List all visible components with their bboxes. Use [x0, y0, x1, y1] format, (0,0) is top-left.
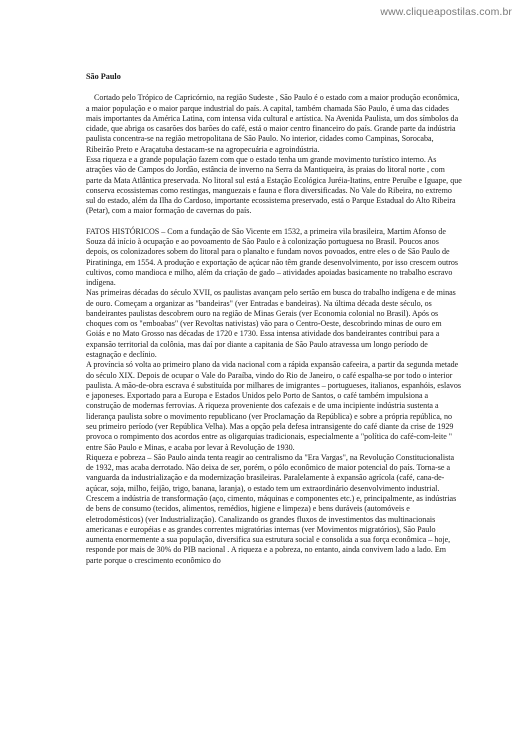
paragraph-tourism: Essa riqueza e a grande população fazem com que o estado tenha um grande movimento turístico interno. As atrações vão de Campos do Jordão, estância de inverno na Serra da Mantiqueira, às praias do litoral norte , com parte da Mata Atlântica preservada. No litoral sul está a Estação Ecológica Juréia-Itatins, entre Peruíbe e Iguape, que conserva ecossistemas como restingas, manguezais e fauna e flora diversificadas. No Vale do Ribeira, no extremo sul do estado, além da Ilha do Cardoso, importante ecossistema preservado, está o Parque Estadual do Alto Ribeira (Petar), com a maior formação de cavernas do país.	[86, 154, 462, 216]
site-watermark: www.cliqueapostilas.com.br	[380, 6, 512, 18]
paragraph-spacer	[86, 217, 462, 227]
document-title: São Paulo	[86, 72, 121, 81]
paragraph-wealth-poverty: Riqueza e pobreza – São Paulo ainda tenta reagir ao centralismo da "Era Vargas", na Revolução Constitucionalista de 1932, mas acaba derrotado. Não deixa de ser, porém, o pólo econômico de maior potencial do país. Torna-se a vanguarda da industrialização e da modernização brasileiras. Paralelamente à expansão agrícola (café, cana-de-açúcar, soja, milho, feijão, trigo, banana, laranja), o estado tem um extraordinário desenvolvimento industrial. Crescem a indústria de transformação (aço, cimento, máquinas e componentes etc.) e, principalmente, as indústrias de bens de consumo (tecidos, alimentos, remédios, higiene e limpeza) e bens duráveis (automóveis e eletrodomésticos) (ver Industrialização). Canalizando os grandes fluxos de investimentos das multinacionais americanas e européias e as grandes correntes migratórias internas (ver Movimentos migratórios), São Paulo aumenta enormemente a sua população, diversifica sua estrutura social e consolida a sua força econômica – hoje, responde por mais de 30% do PIB nacional . A riqueza e a pobreza, no entanto, ainda convivem lado a lado. Em parte porque o crescimento econômico do	[86, 452, 457, 565]
paragraph-history: FATOS HISTÓRICOS – Com a fundação de São Vicente em 1532, a primeira vila brasileira, Martim Afonso de Souza dá início à ocupação e ao povoamento de São Paulo e à colonização portuguesa no Brasil. Poucos anos depois, os colonizadores sobem do litoral para o planalto e fundam novos povoados, entre eles o de São Paulo de Piratininga, em 1554. A produção e exportação de açúcar não têm grande desenvolvimento, por isso crescem outros cultivos, como mandioca e milho, além da criação de gado – atividades apoiadas basicamente no trabalho escravo indígena.	[86, 226, 459, 288]
document-page	[86, 72, 462, 566]
paragraph-intro: Cortado pelo Trópico de Capricórnio, na região Sudeste , São Paulo é o estado com a maior produção econômica, a maior população e o maior parque industrial do país. A capital, também chamada São Paulo, é uma das cidades mais importantes da América Latina, com intensa vida cultural e artística. Na Avenida Paulista, um dos símbolos da cidade, que abriga os casarões dos barões do café, está o maior centro financeiro do país. Grande parte da indústria paulista concentra-se na região metropolitana de São Paulo. No interior, cidades como Campinas, Sorocaba, Ribeirão Preto e Araçatuba destacam-se na agropecuária e agroindústria.	[86, 93, 460, 154]
paragraph-bandeiras: Nas primeiras décadas do século XVII, os paulistas avançam pelo sertão em busca do trabalho indígena e de minas de ouro. Começam a organizar as "bandeiras" (ver Entradas e bandeiras). Na última década deste século, os bandeirantes paulistas descobrem ouro na região de Minas Gerais (ver Economia colonial no Brasil). Após os choques com os "emboabas" (ver Revoltas nativistas) vão para o Centro-Oeste, descobrindo minas de ouro em Goiás e no Mato Grosso nas décadas de 1720 e 1730. Essa intensa atividade dos bandeirantes contribui para a expansão territorial da colônia, mas daí por diante a capitania de São Paulo atravessa um longo período de estagnação e declínio.	[86, 288, 456, 360]
paragraph-coffee: A província só volta ao primeiro plano da vida nacional com a rápida expansão cafeeira, a partir da segunda metade do século XIX. Depois de ocupar o Vale do Paraíba, vindo do Rio de Janeiro, o café espalha-se por todo o interior paulista. A mão-de-obra escrava é substituída por milhares de imigrantes – portugueses, italianos, espanhóis, eslavos e japoneses. Exportado para a Europa e Estados Unidos pelo Porto de Santos, o café também impulsiona a construção de modernas ferrovias. A riqueza proveniente dos cafezais e de uma incipiente indústria sustenta a liderança paulista sobre o movimento republicano (ver Proclamação da República) e sobre a própria república, no seu primeiro período (ver República Velha). Mas a opção pela defesa intransigente do café diante da crise de 1929 provoca o rompimento dos acordos entre as oligarquias tradicionais, especialmente a "política do café-com-leite " entre São Paulo e Minas, e acaba por levar à Revolução de 1930.	[86, 360, 461, 452]
